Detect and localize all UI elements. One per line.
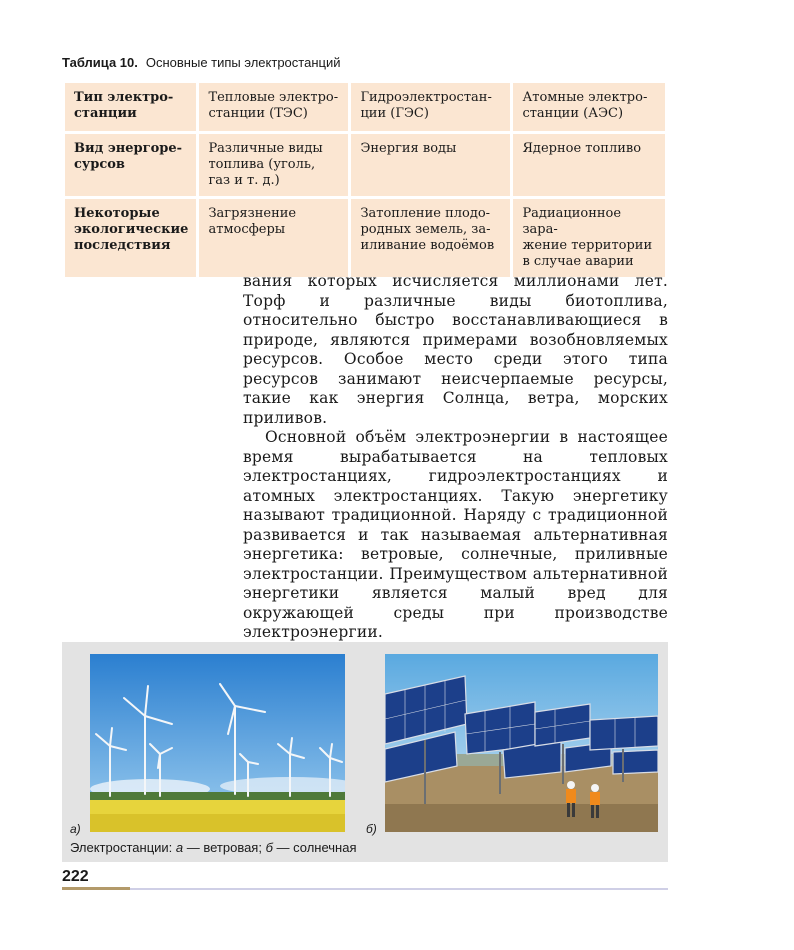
caption-a: а <box>175 840 184 855</box>
row-header-resource: Вид энергоре- сурсов <box>65 134 196 196</box>
figure-label-b: б) <box>366 822 377 836</box>
power-plants-table <box>62 80 668 280</box>
footer-rule-accent <box>62 887 130 890</box>
figure-label-a: а) <box>70 822 81 836</box>
caption-suffix: — солнечная <box>272 840 357 855</box>
row-header-consequences: Некоторые экологические последствия <box>65 199 196 277</box>
cell-ges-resource: Энергия воды <box>351 134 510 196</box>
row-header-type: Тип электро- станции <box>65 83 196 131</box>
cell-aes-type: Атомные электро- станции (АЭС) <box>513 83 665 131</box>
page-number: 222 <box>62 868 89 885</box>
paragraph: Основной объём электроэнергии в настоящее время вырабатывается на тепловых электростанциях, гидроэлектростанциях и атомных электростанциях. Такую энергетику называют традиционной. Наряду с традиционной развивается и так называемая альтернативная энергетика: ветровые, солнечные, приливные электростанции. Преимуществом альтернативной энергетики является малый вред для окружающей среды при производстве электроэнергии. <box>243 428 668 641</box>
caption-b: б <box>265 840 273 855</box>
cell-tes-resource: Различные виды топлива (уголь, газ и т. д.) <box>199 134 348 196</box>
cell-ges-consequences: Затопление плодо- родных земель, за- иливание водоёмов <box>351 199 510 277</box>
cell-aes-consequences: Радиационное зара- жение территории в случае аварии <box>513 199 665 277</box>
table-title: Основные типы электростанций <box>145 55 341 70</box>
table-row <box>65 83 665 131</box>
table-row <box>65 134 665 196</box>
cell-tes-type: Тепловые электро- станции (ТЭС) <box>199 83 348 131</box>
solar-farm-photo <box>385 654 658 832</box>
figure <box>62 642 668 862</box>
paragraph: вания которых исчисляется миллионами лет. Торф и различные виды биотоплива, относительно быстро восстанавливающиеся в природе, являются примерами возобновляемых ресурсов. Особое место среди этого типа ресурсов занимают неисчерпаемые ресурсы, такие как энергия Солнца, ветра, морских приливов. <box>243 272 668 427</box>
caption-mid: — ветровая; <box>183 840 266 855</box>
figure-caption <box>70 840 357 855</box>
table-number: Таблица 10. <box>62 55 138 70</box>
table-row <box>65 199 665 277</box>
body-text <box>243 272 668 643</box>
table-caption <box>62 55 340 70</box>
wind-farm-photo <box>90 654 345 832</box>
caption-prefix: Электростанции: <box>70 840 176 855</box>
cell-ges-type: Гидроэлектростан- ции (ГЭС) <box>351 83 510 131</box>
footer-rule <box>130 888 668 890</box>
cell-aes-resource: Ядерное топливо <box>513 134 665 196</box>
cell-tes-consequences: Загрязнение атмосферы <box>199 199 348 277</box>
